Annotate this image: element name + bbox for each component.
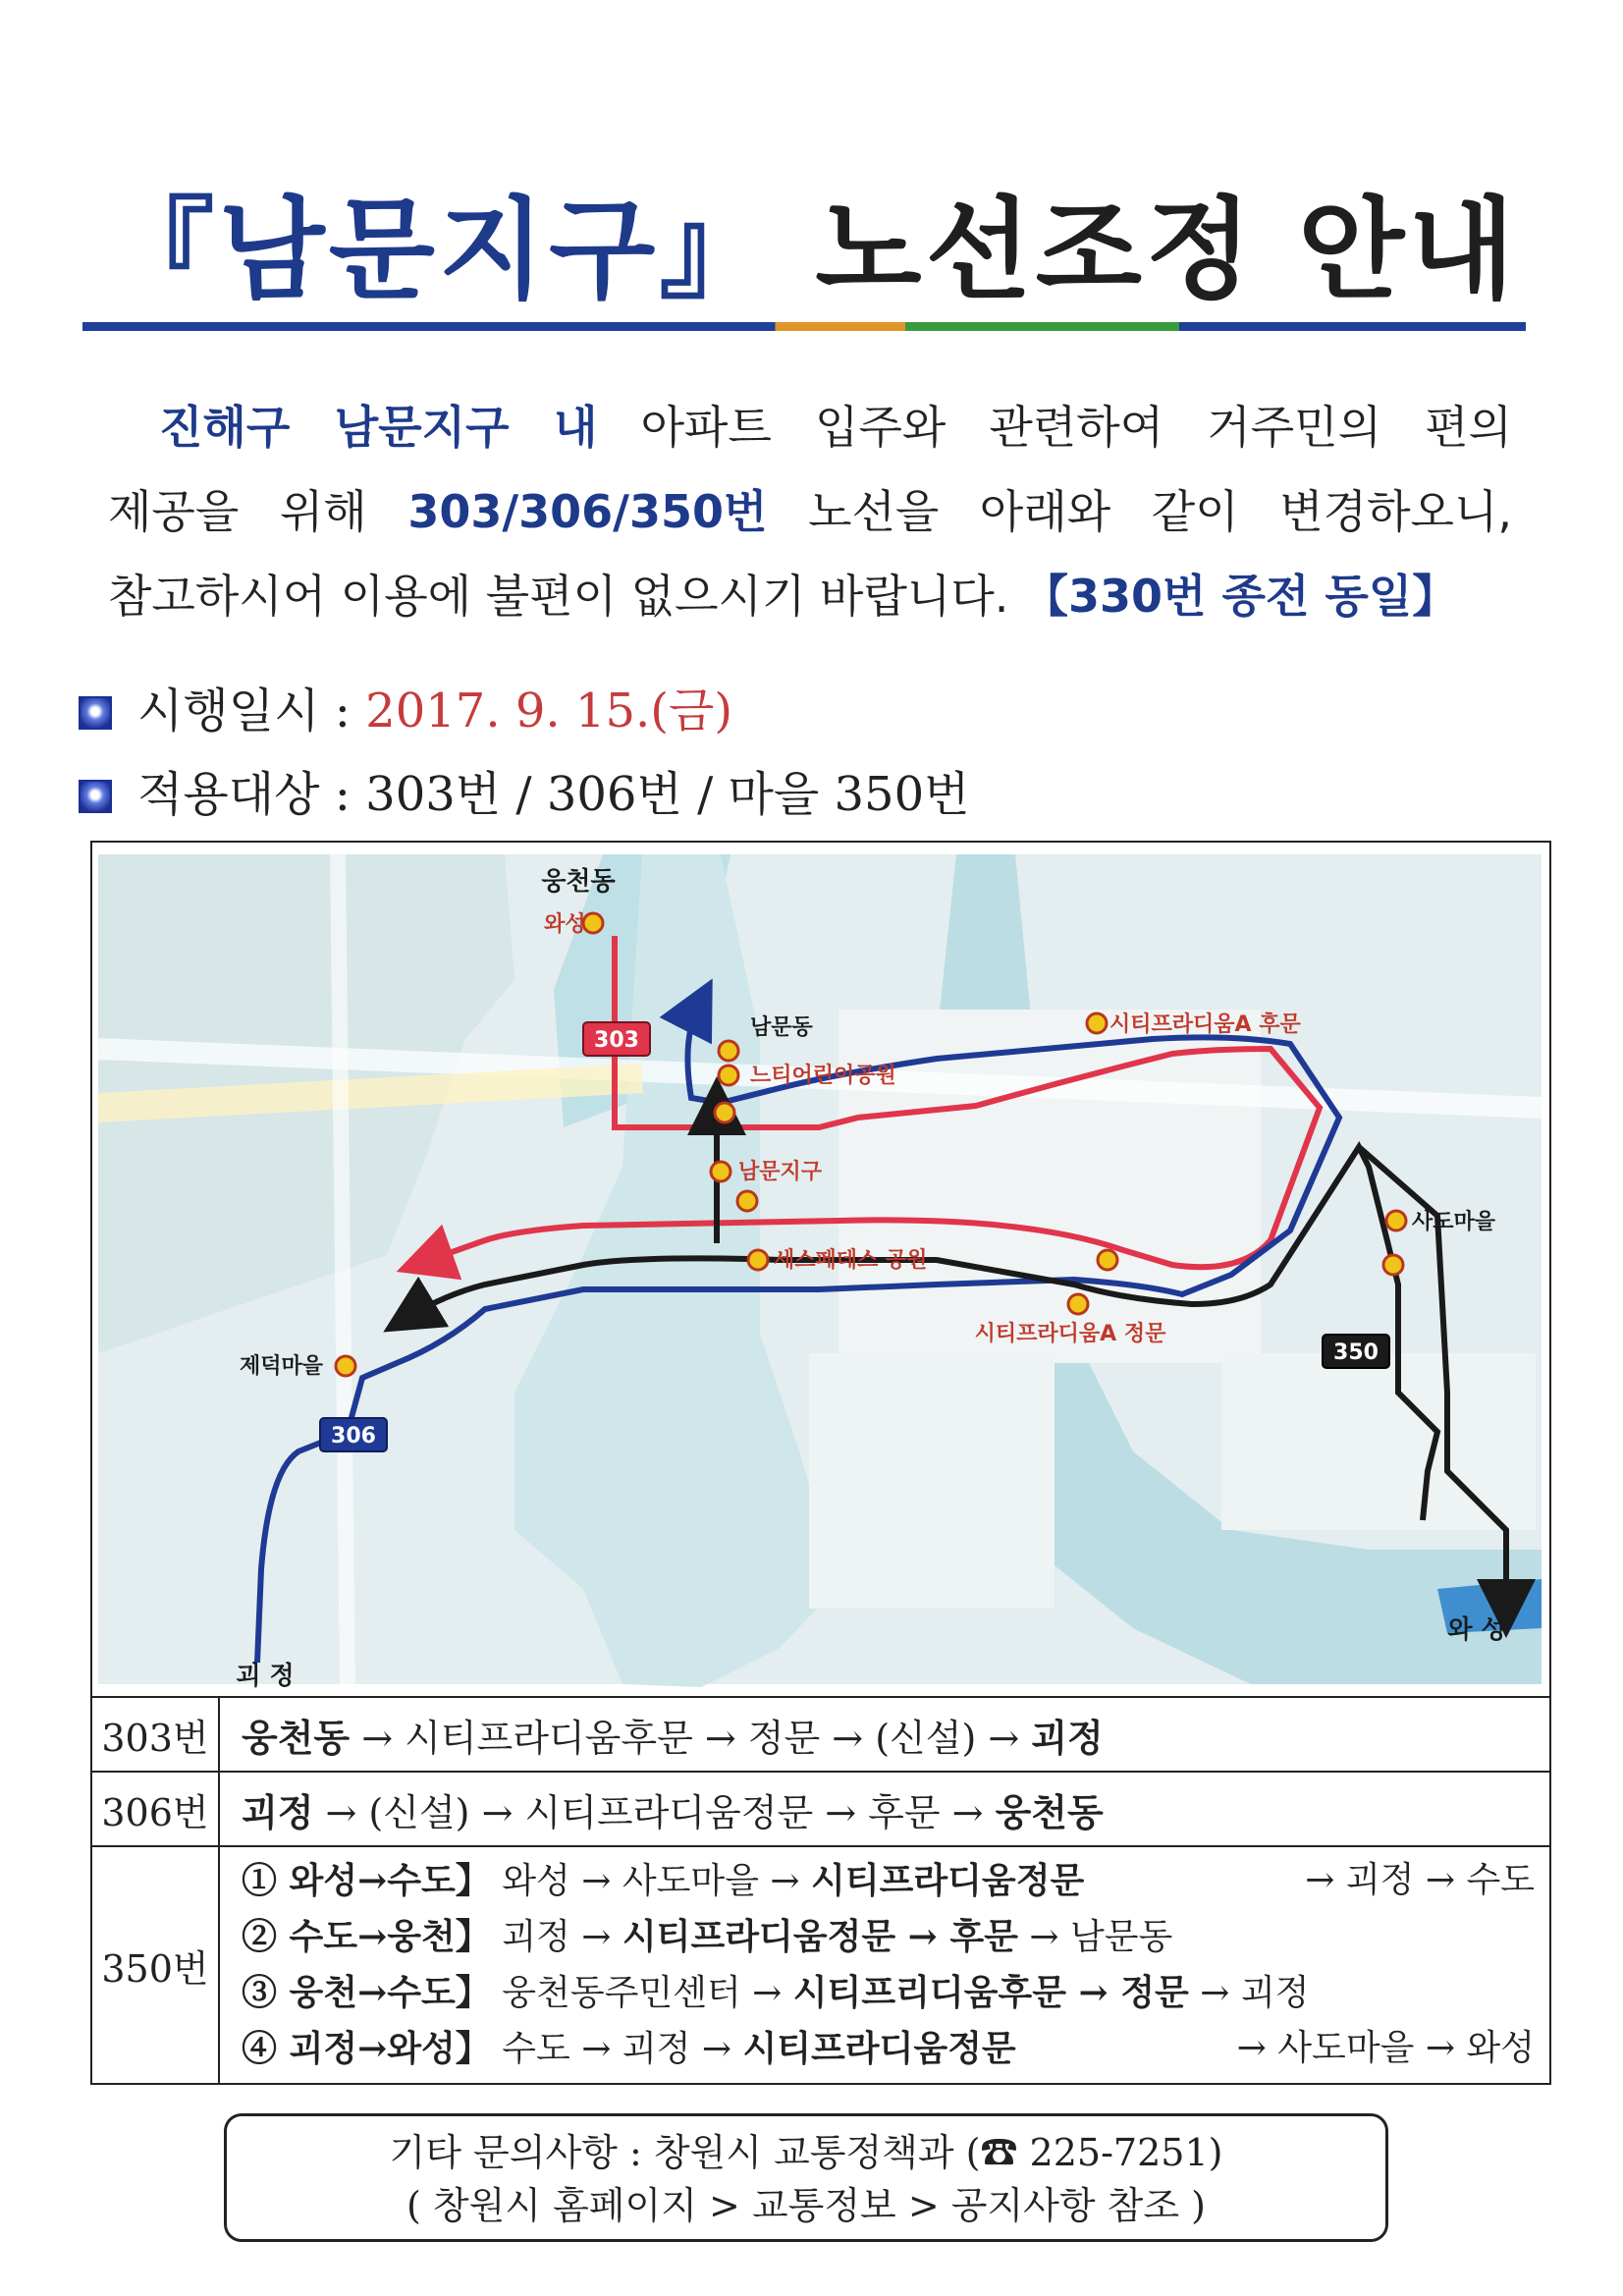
contact-line-2: ( 창원시 홈페이지 > 교통정보 > 공지사항 참조 ) [406, 2184, 1206, 2227]
variant-part-b: 시티프라디움정문 [742, 2028, 1016, 2069]
variant-head: ③ 웅천→수도】 [242, 1972, 491, 2013]
intro-text-1: 아파트 입주와 관련하여 거주민의 편의 [640, 401, 1512, 454]
route-number: 350번 [91, 1846, 219, 2084]
label-city-back: 시티프라디움A 후문 [1109, 1012, 1301, 1037]
route-row-306 [91, 1772, 1550, 1846]
intro-text-2a: 제공을 위해 [108, 485, 367, 538]
label-jedeok: 제덕마을 [240, 1354, 324, 1379]
route-row-303 [91, 1697, 1550, 1772]
route-map-svg [92, 843, 1549, 1696]
route-variant [242, 1853, 1548, 1909]
variant-part-a: 웅천동주민센터 → [502, 1973, 783, 2013]
bus-stop-icon [711, 1162, 730, 1181]
bus-stop-icon [583, 913, 603, 933]
route-start: 웅천동 [242, 1715, 351, 1760]
badge-303-text: 303 [594, 1028, 639, 1053]
bus-stop-icon [1087, 1013, 1107, 1033]
route-end: 웅천동 [995, 1789, 1104, 1834]
info-target [79, 756, 970, 824]
variant-part-c: → 괴정 [1200, 1973, 1310, 2013]
badge-306-text: 306 [331, 1424, 376, 1449]
square-bullet-icon [79, 780, 112, 813]
route-path: → 시티프라디움후문 → 정문 → (신설) → [361, 1716, 1020, 1760]
intro-line-1 [108, 385, 1512, 469]
variant-part-a: 수도 → 괴정 → [502, 2029, 732, 2069]
bus-stop-icon [737, 1191, 757, 1211]
route-variant [242, 1909, 1548, 1965]
bus-stop-icon [1386, 1211, 1406, 1230]
intro-district: 진해구 남문지구 내 [159, 401, 598, 454]
route-map [90, 841, 1551, 1698]
bus-stop-icon [1383, 1255, 1403, 1275]
label-woongcheon: 웅천동 [541, 867, 616, 897]
variant-part-b: 시티프라디움정문 → 후문 [622, 1916, 1018, 1957]
route-description [219, 1846, 1550, 2084]
route-start: 괴정 [242, 1789, 314, 1834]
label-namun-district: 남문지구 [738, 1160, 823, 1184]
route-description [219, 1772, 1550, 1846]
bus-stop-icon [1068, 1294, 1088, 1314]
variant-part-c: → 남문동 [1029, 1917, 1173, 1957]
label-sesupedesu: 세스페데스 공원 [774, 1248, 928, 1273]
contact-line-1: 기타 문의사항 : 창원시 교통정책과 (☎ 225-7251) [389, 2131, 1223, 2174]
variant-part-b: 시티프리디움후문 → 정문 [792, 1972, 1189, 2013]
bus-stop-icon [719, 1066, 738, 1085]
intro-paragraph [108, 385, 1512, 638]
bus-stop-icon [1098, 1250, 1117, 1270]
label-city-front: 시티프라디움A 정문 [974, 1322, 1166, 1346]
contact-box [224, 2113, 1388, 2242]
label-goejeong: 괴 정 [236, 1662, 295, 1691]
target-label: 적용대상 : [137, 767, 351, 822]
route-number: 303번 [91, 1697, 219, 1772]
map-block [809, 1353, 1055, 1609]
intro-line-2 [108, 469, 1512, 554]
intro-routes: 303/306/350번 [407, 485, 768, 538]
variant-part-c: → 괴정 → 수도 [1305, 1860, 1535, 1900]
variant-part-c: → 사도마을 → 와성 [1236, 2028, 1535, 2068]
bus-stop-icon [336, 1356, 355, 1376]
variant-head: ② 수도→웅천】 [242, 1916, 491, 1957]
label-nuti-park: 느티어린이공원 [750, 1064, 896, 1088]
variant-head: ④ 괴정→와성】 [242, 2028, 491, 2069]
variant-head: ① 와성→수도】 [242, 1860, 491, 1901]
info-date [79, 673, 732, 740]
intro-text-2b: 노선을 아래와 같이 변경하오니, [808, 485, 1513, 538]
intro-line-3 [108, 554, 1512, 638]
label-waseong-bottom: 와 성 [1447, 1615, 1506, 1645]
route-row-350 [91, 1846, 1550, 2084]
route-variant [242, 1965, 1548, 2021]
date-value: 2017. 9. 15.(금) [365, 683, 733, 738]
square-bullet-icon [79, 696, 112, 730]
route-end: 괴정 [1031, 1715, 1104, 1760]
page-title [0, 182, 1623, 319]
map-road [338, 854, 348, 1684]
route-description [219, 1697, 1550, 1772]
label-waseong-top: 와성 [544, 912, 586, 937]
intro-text-3: 참고하시어 이용에 불편이 없으시기 바랍니다. [108, 570, 1009, 623]
variant-part-a: 괴정 → [502, 1917, 612, 1957]
label-sado: 사도마을 [1412, 1210, 1496, 1234]
routes-table [90, 1696, 1551, 2085]
bus-stop-icon [719, 1041, 738, 1061]
intro-note: 【330번 종전 동일】 [1023, 570, 1458, 623]
variant-part-b: 시티프라디움정문 [811, 1860, 1085, 1901]
map-block [1221, 1353, 1536, 1530]
route-number: 306번 [91, 1772, 219, 1846]
route-path: → (신설) → 시티프라디움정문 → 후문 → [325, 1790, 984, 1834]
bus-stop-icon [715, 1103, 734, 1122]
title-district: 『남문지구』 [104, 187, 774, 314]
bus-stop-icon [748, 1250, 768, 1270]
title-underline [82, 322, 1526, 331]
label-namun: 남문동 [750, 1015, 813, 1040]
badge-350-text: 350 [1333, 1340, 1379, 1365]
variant-part-a: 와성 → 사도마을 → [502, 1861, 800, 1901]
target-value: 303번 / 306번 / 마을 350번 [365, 767, 970, 822]
title-notice: 노선조정 안내 [815, 187, 1519, 314]
date-label: 시행일시 : [137, 683, 351, 738]
route-variant [242, 2021, 1548, 2077]
